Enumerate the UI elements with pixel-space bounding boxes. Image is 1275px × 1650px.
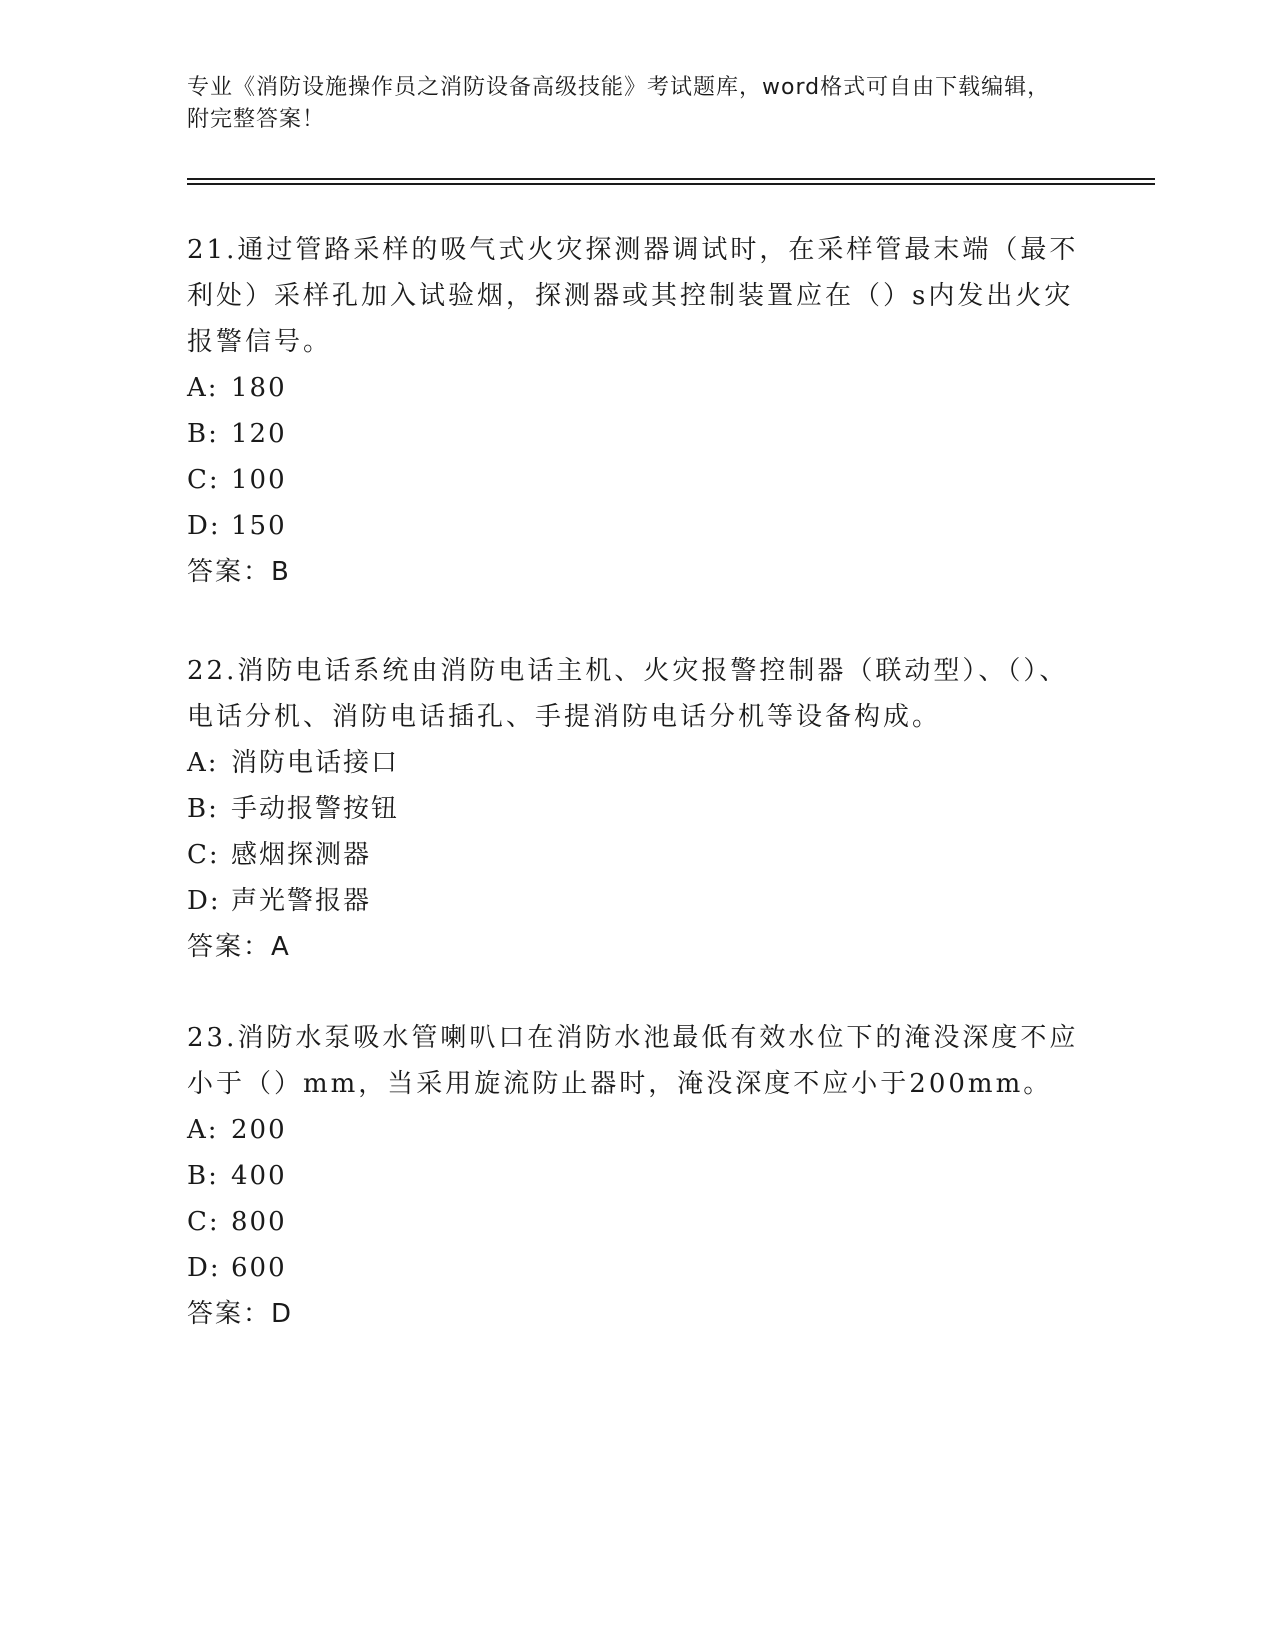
question-21 bbox=[187, 227, 1087, 595]
header-divider-bottom bbox=[187, 183, 1155, 185]
option-a bbox=[187, 1107, 1087, 1153]
option-text: 手动报警按钮 bbox=[231, 794, 400, 824]
option-b bbox=[187, 1153, 1087, 1199]
option-key: A: bbox=[187, 373, 219, 403]
option-text: 150 bbox=[231, 511, 287, 541]
option-d bbox=[187, 878, 1087, 924]
option-key: C: bbox=[187, 1207, 220, 1237]
option-text: 100 bbox=[231, 465, 287, 495]
option-b bbox=[187, 786, 1087, 832]
option-key: C: bbox=[187, 465, 220, 495]
option-text: 消防电话接口 bbox=[231, 748, 400, 778]
question-23 bbox=[187, 1015, 1087, 1337]
option-a bbox=[187, 740, 1087, 786]
option-key: B: bbox=[187, 419, 219, 449]
option-key: A: bbox=[187, 748, 219, 778]
answer-line: 答案：B bbox=[187, 557, 291, 587]
option-text: 600 bbox=[231, 1253, 287, 1283]
option-a bbox=[187, 365, 1087, 411]
option-c bbox=[187, 457, 1087, 503]
header-divider-top bbox=[187, 178, 1155, 180]
option-key: D: bbox=[187, 511, 221, 541]
option-key: D: bbox=[187, 886, 221, 916]
question-stem: 21.通过管路采样的吸气式火灾探测器调试时，在采样管最末端（最不利处）采样孔加入试验烟，探测器或其控制装置应在（）s内发出火灾报警信号。 bbox=[187, 235, 1079, 357]
option-key: B: bbox=[187, 1161, 219, 1191]
option-key: D: bbox=[187, 1253, 221, 1283]
option-text: 感烟探测器 bbox=[231, 840, 372, 870]
option-key: C: bbox=[187, 840, 220, 870]
option-c bbox=[187, 832, 1087, 878]
option-d bbox=[187, 503, 1087, 549]
option-c bbox=[187, 1199, 1087, 1245]
option-text: 200 bbox=[231, 1115, 287, 1145]
option-text: 400 bbox=[231, 1161, 287, 1191]
option-key: A: bbox=[187, 1115, 219, 1145]
option-d bbox=[187, 1245, 1087, 1291]
question-stem: 22.消防电话系统由消防电话主机、火灾报警控制器（联动型）、（）、电话分机、消防电话插孔、手提消防电话分机等设备构成。 bbox=[187, 656, 1069, 732]
answer-line: 答案：A bbox=[187, 932, 291, 962]
answer-line: 答案：D bbox=[187, 1299, 294, 1329]
option-text: 120 bbox=[231, 419, 287, 449]
document-header: 专业《消防设施操作员之消防设备高级技能》考试题库，word格式可自由下载编辑，附完整答案！ bbox=[187, 75, 1051, 132]
option-text: 180 bbox=[231, 373, 287, 403]
option-key: B: bbox=[187, 794, 219, 824]
option-text: 声光警报器 bbox=[231, 886, 372, 916]
option-text: 800 bbox=[231, 1207, 287, 1237]
question-stem: 23.消防水泵吸水管喇叭口在消防水池最低有效水位下的淹没深度不应小于（）mm，当采用旋流防止器时，淹没深度不应小于200mm。 bbox=[187, 1023, 1079, 1099]
question-22 bbox=[187, 648, 1087, 970]
option-b bbox=[187, 411, 1087, 457]
